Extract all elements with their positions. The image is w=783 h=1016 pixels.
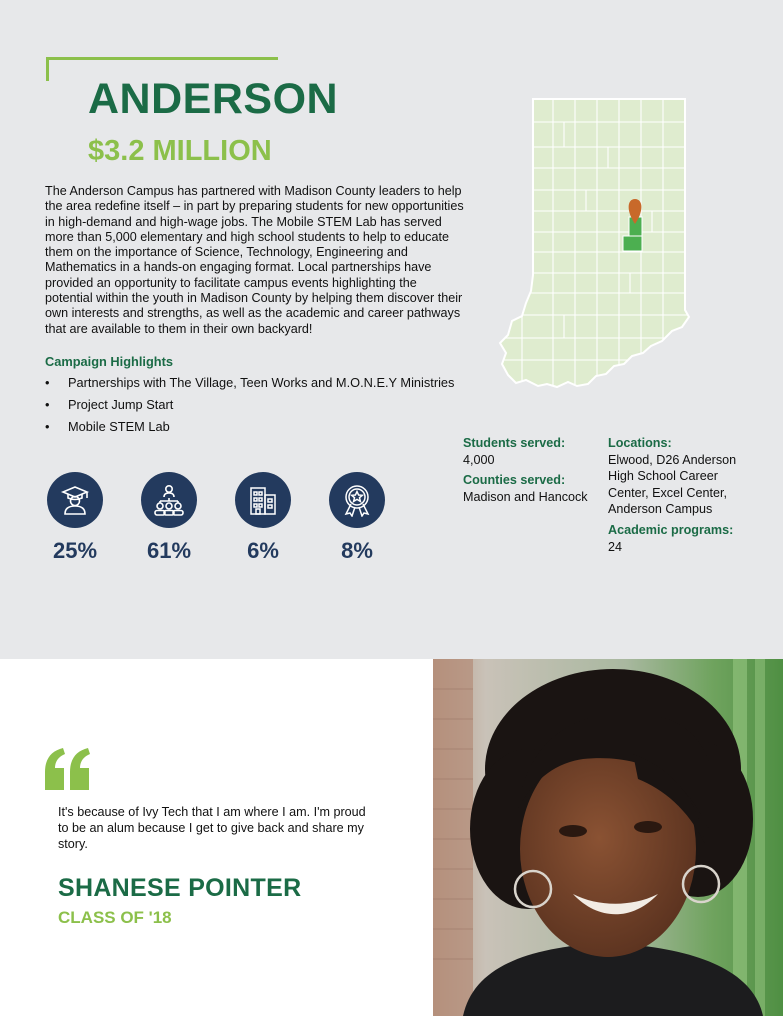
location-line: Elwood, D26 Anderson	[608, 452, 737, 467]
accent-line-vertical	[46, 57, 49, 81]
indiana-map	[495, 95, 695, 395]
location-line: Anderson Campus	[608, 502, 713, 516]
location-line: High School Career	[608, 469, 718, 483]
accent-line-horizontal	[46, 57, 278, 60]
campaign-amount: $3.2 MILLION	[88, 135, 272, 167]
academic-programs-value: 24	[608, 539, 623, 554]
campus-title: ANDERSON	[88, 75, 339, 123]
quote-mark-icon	[43, 748, 93, 790]
award-ribbon-icon	[329, 472, 385, 528]
students-served-label: Students served:	[463, 436, 566, 450]
academic-programs-label: Academic programs:	[608, 523, 734, 537]
highlights-heading: Campaign Highlights	[45, 354, 173, 369]
location-line: Center, Excel Center,	[608, 485, 728, 500]
graduate-icon	[47, 472, 103, 528]
stat-graduates	[47, 472, 103, 563]
highlights-list	[45, 375, 454, 441]
stat-value: 6%	[247, 538, 279, 563]
students-served-block	[463, 435, 565, 468]
alumni-portrait-photo	[433, 659, 783, 1016]
stat-building	[235, 472, 291, 563]
highlight-item: • Project Jump Start	[45, 397, 454, 419]
alumni-name: SHANESE POINTER	[58, 874, 302, 902]
highlight-item: • Partnerships with The Village, Teen Works and M.O.N.E.Y Ministries	[45, 375, 454, 397]
academic-programs-block	[608, 522, 733, 555]
stat-value: 61%	[146, 538, 192, 563]
alumni-class-year: CLASS OF '18	[58, 908, 172, 927]
highlight-item: • Mobile STEM Lab	[45, 419, 454, 441]
stat-value: 8%	[341, 538, 373, 563]
counties-served-value: Madison and Hancock	[463, 489, 588, 504]
counties-served-label: Counties served:	[463, 473, 566, 487]
students-served-value: 4,000	[463, 452, 495, 467]
stat-network	[141, 472, 197, 563]
counties-served-block	[463, 472, 588, 505]
testimonial-quote: It's because of Ivy Tech that I am where I am. I'm proud to be an alum because I get to give back and share my story.	[58, 805, 366, 851]
stat-value: 25%	[52, 538, 98, 563]
locations-block	[608, 435, 736, 518]
building-icon	[235, 472, 291, 528]
stat-award	[329, 472, 385, 563]
campus-description: The Anderson Campus has partnered with Madison County leaders to help the area redefine itself – in part by preparing students for new opportunities in high-demand and high-wage jobs. The Mobile STEM Lab has served more than 5,000 elementary and high school students to help to educate them on the importance of Science, Technology, Engineering and Mathematics in a hands-on engaging format. Local partnerships have provided an opportunity to facilitate campus events highlighting the potential within the youth in Madison County by helping them discover their own interests and strengths, as well as the academic and career pathways that are available to them in their own backyard!	[45, 184, 464, 336]
people-network-icon	[141, 472, 197, 528]
locations-label: Locations:	[608, 436, 672, 450]
